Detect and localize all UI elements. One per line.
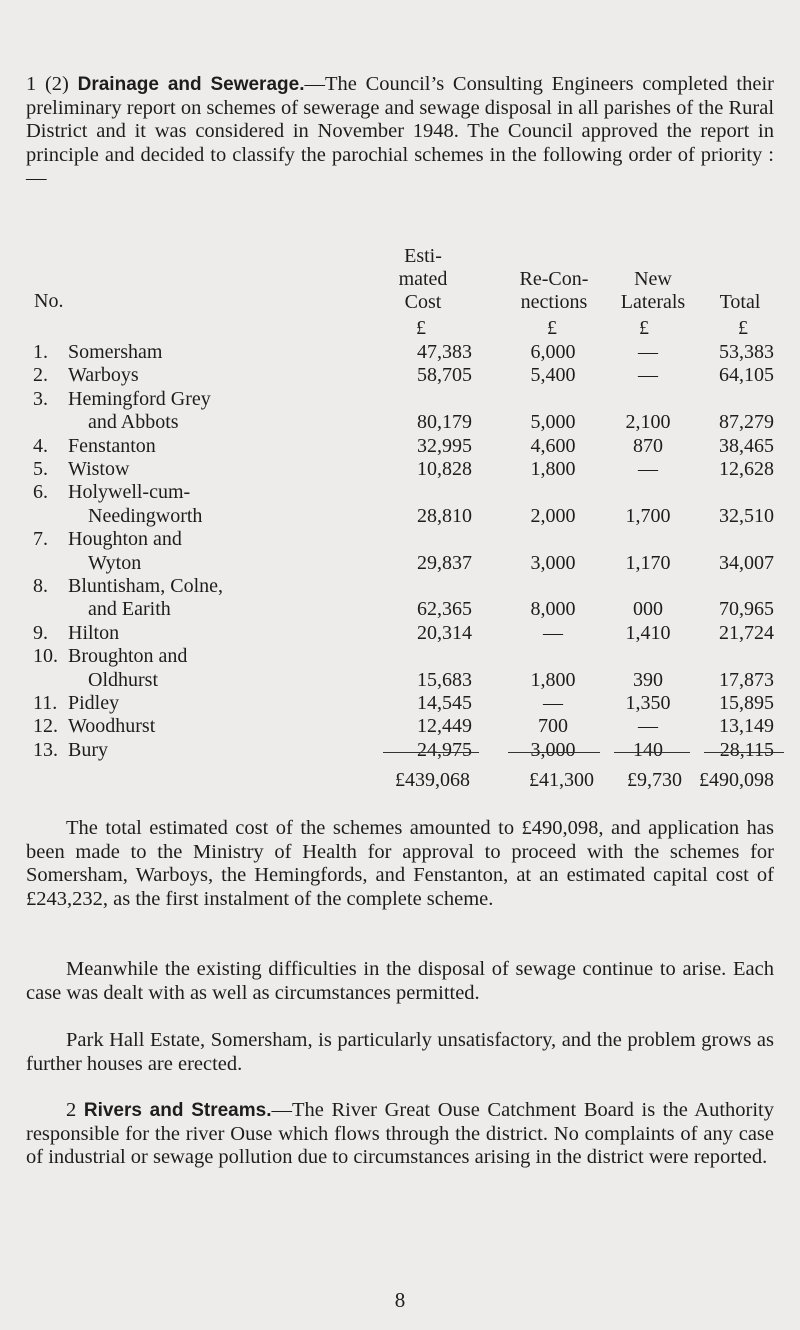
row-laterals: 2,100 [625,411,671,434]
row-cost: 58,705 [417,364,472,387]
row-cost: 14,545 [417,692,472,714]
row-number: 13. [33,738,58,761]
total-laterals: £9,730 [627,769,682,791]
header-reconnections-line: nections [520,291,588,313]
header-no: No. [34,290,64,312]
row-reconnections: 1,800 [530,458,576,480]
row-reconnections: — [543,621,563,644]
park-hall-paragraph: Park Hall Estate, Somersham, is particularly unsatisfactory, and the problem grows as further houses are erected. [26,1029,774,1075]
row-parish-name: Oldhurst [88,668,158,691]
row-parish-name: and Earith [88,598,171,621]
row-number: 4. [33,434,48,457]
row-number: 10. [33,645,58,668]
row-number: 9. [33,621,48,644]
row-reconnections: 3,000 [530,738,576,761]
header-total: Total [719,291,761,313]
row-cost: 15,683 [417,668,472,691]
row-parish-name: Broughton and [68,645,188,668]
rivers-text: —The River Great Ouse Catchment Board is the Authority responsible for the river Ouse which flows through the district. No complaints of any case of industrial or sewage pollution due to circumstances arising in the district were reported. [26,1099,775,1169]
row-laterals: — [638,341,658,363]
total-rule-reconnections [508,752,600,753]
header-cost-line: mated [398,268,448,290]
total-reconnections: £41,300 [529,769,594,791]
row-laterals: — [638,458,658,480]
row-cost: 80,179 [417,411,472,434]
row-parish-name: Bluntisham, Colne, [68,575,223,597]
row-cost: 10,828 [417,458,472,480]
unit-cost: £ [416,317,426,339]
page-number: 8 [394,1288,406,1312]
row-cost: 12,449 [417,715,472,738]
row-laterals: 1,170 [625,551,671,574]
row-laterals: — [638,715,658,738]
unit-total: £ [738,317,748,339]
row-parish-name: Wyton [88,551,142,574]
row-parish-name: Bury [68,738,108,761]
row-number: 6. [33,481,48,504]
row-cost: 32,995 [417,434,472,457]
row-total: 87,279 [719,411,774,434]
row-total: 53,383 [719,341,774,363]
row-cost: 20,314 [417,621,472,644]
row-cost: 62,365 [417,598,472,621]
row-laterals: 870 [633,434,663,457]
row-reconnections: 3,000 [530,551,576,574]
header-cost-line: Esti- [404,245,442,267]
row-total: 38,465 [719,434,774,457]
row-laterals: 1,410 [625,621,671,644]
row-laterals: 1,350 [625,692,671,714]
row-total: 32,510 [719,504,774,527]
header-cost [378,245,468,314]
row-parish-name: Holywell-cum- [68,481,191,504]
row-number: 8. [33,575,48,597]
row-number: 11. [33,692,58,714]
rivers-paragraph [26,1099,774,1170]
row-reconnections: 5,400 [530,364,576,387]
total-rule-cost [383,752,479,753]
row-total: 15,895 [719,692,774,714]
row-parish-name: Woodhurst [68,715,156,738]
row-total: 64,105 [719,364,774,387]
row-parish-name: Warboys [68,364,139,387]
row-parish-name: Needingworth [88,504,203,527]
row-reconnections: 5,000 [530,411,576,434]
row-laterals: 000 [633,598,663,621]
intro-paragraph [26,73,774,191]
intro-text: —The Council’s Consulting Engineers completed their preliminary report on schemes of sewerage and sewage disposal in all parishes of the Rural District and it was considered in November 1948. The Council approved the report in principle and decided to classify the parochial schemes in the following order of priority :— [26,73,775,190]
row-reconnections: 1,800 [530,668,576,691]
row-laterals: 140 [633,738,663,761]
row-laterals: — [638,364,658,387]
cost-paragraph: The total estimated cost of the schemes amounted to £490,098, and application has been made to the Ministry of Health for approval to proceed with the schemes for Somersham, Warboys, the Hemingfords, and Fenstanton, at an estimated capital cost of £243,232, as the first instalment of the complete scheme. [26,817,774,910]
row-total: 70,965 [719,598,774,621]
row-reconnections: 2,000 [530,504,576,527]
row-parish-name: Fenstanton [68,434,156,457]
row-cost: 28,810 [417,504,472,527]
row-total: 13,149 [719,715,774,738]
intro-number: 1 (2) [26,73,69,95]
row-number: 2. [33,364,48,387]
row-number: 12. [33,715,58,738]
row-total: 17,873 [719,668,774,691]
row-total: 28,115 [719,738,774,761]
difficulties-paragraph: Meanwhile the existing difficulties in the disposal of sewage continue to arise. Each case was dealt with as well as circumstances permitted. [26,958,774,1004]
header-laterals [608,268,698,314]
row-number: 5. [33,458,48,480]
row-laterals: 1,700 [625,504,671,527]
row-laterals: 390 [633,668,663,691]
header-reconnections-line: Re-Con- [519,268,589,290]
header-reconnections [504,268,604,314]
total-cost: £439,068 [395,769,470,791]
unit-reconnections: £ [547,317,557,339]
row-number: 1. [33,341,48,363]
row-parish-name: Hemingford Grey [68,387,211,410]
row-parish-name: Houghton and [68,528,182,551]
rivers-heading: Rivers and Streams. [83,1100,272,1121]
total-total: £490,098 [699,769,774,791]
intro-heading: Drainage and Sewerage. [77,74,305,95]
row-cost: 24,975 [417,738,472,761]
row-cost: 29,837 [417,551,472,574]
row-number: 3. [33,387,48,410]
row-parish-name: Wistow [68,458,130,480]
total-rule-total [704,752,784,753]
row-parish-name: and Abbots [88,411,179,434]
row-reconnections: 6,000 [530,341,576,363]
row-total: 34,007 [719,551,774,574]
row-cost: 47,383 [417,341,472,363]
row-reconnections: 8,000 [530,598,576,621]
row-parish-name: Pidley [68,692,120,714]
rivers-number: 2 [66,1099,77,1121]
header-cost-line: Cost [404,291,442,313]
unit-laterals: £ [639,317,649,339]
row-parish-name: Somersham [68,341,163,363]
row-reconnections: 700 [538,715,568,738]
row-total: 21,724 [719,621,774,644]
row-number: 7. [33,528,48,551]
row-reconnections: — [543,692,563,714]
header-laterals-line: New [634,268,672,290]
total-rule-laterals [614,752,690,753]
row-reconnections: 4,600 [530,434,576,457]
header-laterals-line: Laterals [620,291,686,313]
row-total: 12,628 [719,458,774,480]
row-parish-name: Hilton [68,621,120,644]
